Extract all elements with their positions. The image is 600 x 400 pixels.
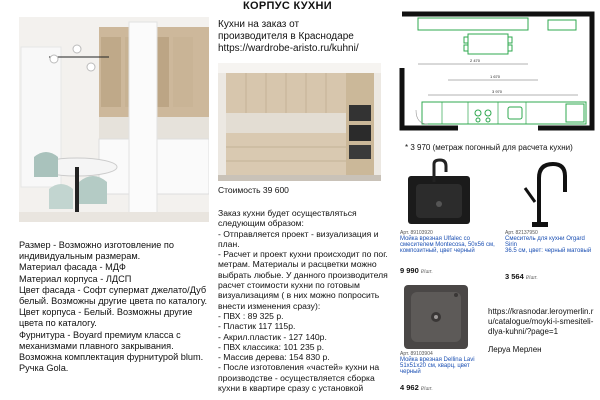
store-url-line[interactable]: dlya-kuhni/?page=1 <box>488 327 559 336</box>
page-title: КОРПУС КУХНИ <box>243 0 332 12</box>
product-desc[interactable]: 36.5 см, цвет: черный матовый <box>505 248 592 254</box>
spec-line: Цвет фасада - Софт супермат джелато/Дуб <box>19 284 207 295</box>
store-link[interactable] <box>488 307 593 355</box>
black-sink-image <box>404 158 476 230</box>
order-line: - После изготовления «частей» кухни на <box>218 362 380 373</box>
spec-line: Размер - Возможно изготовление по <box>19 240 175 250</box>
product-price-unit: ₽/шт. <box>420 386 433 392</box>
order-line: кухни в квартире сразу с установкой <box>218 383 364 394</box>
gray-sink-image <box>402 283 470 351</box>
spec-line: Фурнитура - Boyard премиум класса с <box>19 329 181 340</box>
intro-line: Кухни на заказ от <box>218 19 300 30</box>
order-line: - ПВХ классика: 101 235 р. <box>218 341 325 352</box>
order-line: - Расчет и проект кухни происходит по пог. <box>218 249 388 260</box>
order-line: - Пластик 117 115р. <box>218 321 296 332</box>
spec-line: Цвет корпуса - Белый. Возможны другие <box>19 307 193 318</box>
order-line: - Массив дерева: 154 830 р. <box>218 352 330 363</box>
spec-line: индивидуальным размерам. <box>19 251 141 262</box>
intro-link[interactable]: https://wardrobe-aristo.ru/kuhni/ <box>218 43 359 54</box>
store-url-line[interactable]: https://krasnodar.leroymerlin.r <box>488 307 594 316</box>
product-desc[interactable]: композитный, цвет черный <box>400 248 475 254</box>
product-price: 9 990 <box>400 266 419 275</box>
product-card-black-sink[interactable] <box>400 158 495 276</box>
product-desc[interactable]: Мойка врезная Dellina Lavi <box>400 357 475 363</box>
order-line: внести изменения сразу): <box>218 300 321 311</box>
order-line: производстве - осуществляется сборка <box>218 372 375 383</box>
kitchen-interior-photo <box>19 17 209 222</box>
meter-note: * 3 970 (метраж погонный для расчета кухни) <box>405 143 573 152</box>
product-price-row <box>400 383 490 392</box>
product-art: Арт. 89103904 <box>400 351 433 357</box>
product-card-gray-sink[interactable] <box>400 283 490 400</box>
spec-line: цвета по каталогу. <box>19 318 97 329</box>
product-price-row <box>400 266 495 275</box>
order-line: - Отправляется проект - визуализация и <box>218 228 379 239</box>
store-url-line[interactable]: u/catalogue/moyki-i-smesiteli- <box>488 317 594 326</box>
spec-line: Возможна комплектация фурнитурой blum. <box>19 352 204 363</box>
kitchen-front-photo <box>218 63 381 181</box>
product-desc[interactable]: Смеситель для кухни Orgard Sirin <box>505 236 585 248</box>
kitchen-floor-plan <box>398 8 596 133</box>
product-art: Арт. 82137950 <box>505 230 538 236</box>
product-price-unit: ₽/шт. <box>420 269 433 275</box>
order-line: - Акрил.пластик - 127 140р. <box>218 331 327 342</box>
order-line: план. <box>218 238 240 249</box>
spec-line: Материал фасада - МДФ <box>19 262 126 273</box>
product-price: 4 962 <box>400 383 419 392</box>
product-art: Арт. 89103920 <box>400 230 433 236</box>
cost-label: Стоимость 39 600 <box>218 185 289 195</box>
order-line: выбрать любые. У данного производителя <box>218 269 388 280</box>
product-desc[interactable]: Мойка врезная Ulfalec со <box>400 236 470 242</box>
order-line: - ПВХ : 89 325 р. <box>218 310 284 321</box>
spec-line: Материал корпуса - ЛДСП <box>19 273 132 284</box>
order-line: следующим образом: <box>218 218 304 229</box>
faucet-image <box>505 158 575 230</box>
order-line: расчет стоимости кухни по готовым <box>218 280 360 291</box>
spec-line: белый. Возможны другие цвета по каталогу. <box>19 296 208 307</box>
spec-line: механизмами плавного закрывания. <box>19 340 174 351</box>
product-price-unit: ₽/шт. <box>525 275 538 281</box>
plan-dim-mid: 1 670 <box>490 74 501 79</box>
spec-line: Ручка Gola. <box>19 363 69 374</box>
plan-dim-top: 2 470 <box>470 58 481 63</box>
order-line: метрам. Материалы и расцветки можно <box>218 259 377 270</box>
intro-text <box>218 19 359 55</box>
order-text <box>218 208 388 393</box>
specs-text <box>19 240 207 374</box>
product-price: 3 564 <box>505 272 524 281</box>
plan-dim-bottom: 3 970 <box>492 89 503 94</box>
intro-line: производителя в Краснодаре <box>218 31 354 42</box>
product-card-faucet[interactable] <box>505 158 597 281</box>
order-line: визуализациям ( в них можно попросить <box>218 290 380 301</box>
order-line: Заказ кухни будет осуществляться <box>218 208 357 218</box>
product-desc[interactable]: смесителем Montecosa, 50x56 см, <box>400 242 495 248</box>
product-price-row <box>505 272 597 281</box>
product-desc[interactable]: 51x51x20 см, кварц, цвет черный <box>400 363 470 375</box>
store-name: Леруа Мерлен <box>488 345 542 354</box>
